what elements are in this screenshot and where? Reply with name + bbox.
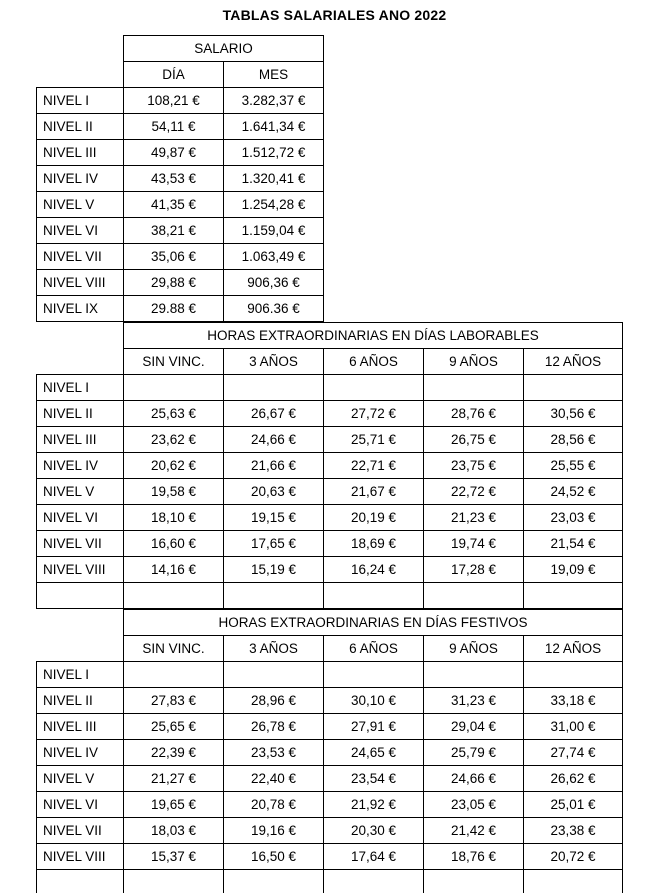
table-row: [37, 688, 623, 714]
value-cell: 29,04 €: [424, 714, 524, 740]
table-row: [37, 844, 623, 870]
salario-table-body: [37, 88, 324, 322]
column-header-dia: DÍA: [124, 62, 224, 88]
row-label-cell: NIVEL V: [37, 479, 124, 505]
row-label-cell: NIVEL VIII: [37, 844, 124, 870]
value-cell: 20,63 €: [224, 479, 324, 505]
value-cell: [124, 375, 224, 401]
festivos-table-title: HORAS EXTRAORDINARIAS EN DÍAS FESTIVOS: [124, 610, 623, 636]
value-cell: 19,09 €: [524, 557, 623, 583]
value-cell: 18,03 €: [124, 818, 224, 844]
value-cell: [224, 662, 324, 688]
value-cell: 19,15 €: [224, 505, 324, 531]
value-cell: [424, 375, 524, 401]
table-row: [37, 270, 324, 296]
value-cell: 1.159,04 €: [224, 218, 324, 244]
value-cell: 54,11 €: [124, 114, 224, 140]
value-cell: 1.063,49 €: [224, 244, 324, 270]
tables-container: [36, 35, 669, 893]
value-cell: 15,19 €: [224, 557, 324, 583]
value-cell: [324, 870, 424, 893]
row-label-cell: NIVEL V: [37, 766, 124, 792]
table-row: [37, 479, 623, 505]
row-label-cell: NIVEL I: [37, 662, 124, 688]
table-row: [37, 662, 623, 688]
value-cell: [524, 375, 623, 401]
table-row: [37, 218, 324, 244]
festivos-table-body: [37, 662, 623, 893]
value-cell: 26,67 €: [224, 401, 324, 427]
value-cell: [524, 583, 623, 609]
value-cell: 22,72 €: [424, 479, 524, 505]
value-cell: 20,30 €: [324, 818, 424, 844]
value-cell: 1.512,72 €: [224, 140, 324, 166]
value-cell: 906.36 €: [224, 296, 324, 322]
table-row: [37, 375, 623, 401]
value-cell: 25,01 €: [524, 792, 623, 818]
value-cell: 28,96 €: [224, 688, 324, 714]
row-label-cell: NIVEL II: [37, 401, 124, 427]
table-row: [37, 740, 623, 766]
value-cell: 28,56 €: [524, 427, 623, 453]
row-label-cell: NIVEL IV: [37, 740, 124, 766]
value-cell: 1.320,41 €: [224, 166, 324, 192]
row-label-cell: NIVEL V: [37, 192, 124, 218]
value-cell: 23,03 €: [524, 505, 623, 531]
table-row: [37, 166, 324, 192]
table-row: [37, 114, 324, 140]
column-header-sin-vinc: SIN VINC.: [124, 636, 224, 662]
value-cell: 24,66 €: [424, 766, 524, 792]
value-cell: 23,75 €: [424, 453, 524, 479]
value-cell: 14,16 €: [124, 557, 224, 583]
value-cell: [424, 870, 524, 893]
value-cell: 16,60 €: [124, 531, 224, 557]
value-cell: 21,67 €: [324, 479, 424, 505]
value-cell: [524, 870, 623, 893]
value-cell: 19,16 €: [224, 818, 324, 844]
column-header-3-anos: 3 AÑOS: [224, 636, 324, 662]
row-label-cell: NIVEL II: [37, 688, 124, 714]
page-title: TABLAS SALARIALES ANO 2022: [222, 7, 447, 23]
value-cell: 906,36 €: [224, 270, 324, 296]
row-label-cell: NIVEL IV: [37, 453, 124, 479]
value-cell: [324, 662, 424, 688]
value-cell: 23,38 €: [524, 818, 623, 844]
value-cell: 20,19 €: [324, 505, 424, 531]
value-cell: 21,27 €: [124, 766, 224, 792]
value-cell: 15,37 €: [124, 844, 224, 870]
value-cell: 22,40 €: [224, 766, 324, 792]
row-label-cell: [37, 583, 124, 609]
value-cell: 16,50 €: [224, 844, 324, 870]
table-row: [37, 870, 623, 893]
table-row: [37, 792, 623, 818]
column-header-sin-vinc: SIN VINC.: [124, 349, 224, 375]
value-cell: 20,78 €: [224, 792, 324, 818]
value-cell: [224, 870, 324, 893]
value-cell: 30,56 €: [524, 401, 623, 427]
row-label-cell: NIVEL VII: [37, 244, 124, 270]
table-row: [37, 453, 623, 479]
row-label-cell: NIVEL IV: [37, 166, 124, 192]
laborables-table-body: [37, 375, 623, 609]
table-row: [37, 766, 623, 792]
value-cell: 26,78 €: [224, 714, 324, 740]
value-cell: 31,00 €: [524, 714, 623, 740]
column-header-6-anos: 6 AÑOS: [324, 349, 424, 375]
value-cell: 23,62 €: [124, 427, 224, 453]
salario-table-title: SALARIO: [124, 36, 324, 62]
table-row: [37, 557, 623, 583]
row-label-cell: NIVEL VI: [37, 792, 124, 818]
value-cell: 25,79 €: [424, 740, 524, 766]
corner-spacer: [37, 610, 124, 636]
table-row: [37, 818, 623, 844]
row-label-cell: NIVEL VIII: [37, 270, 124, 296]
value-cell: 24,52 €: [524, 479, 623, 505]
value-cell: 16,24 €: [324, 557, 424, 583]
row-label-cell: NIVEL IX: [37, 296, 124, 322]
column-header-12-anos: 12 AÑOS: [524, 349, 623, 375]
value-cell: 19,65 €: [124, 792, 224, 818]
value-cell: 23,53 €: [224, 740, 324, 766]
row-label-cell: NIVEL II: [37, 114, 124, 140]
table-row: [37, 401, 623, 427]
value-cell: [224, 583, 324, 609]
value-cell: 27,83 €: [124, 688, 224, 714]
value-cell: 25,71 €: [324, 427, 424, 453]
value-cell: 21,23 €: [424, 505, 524, 531]
table-title-row: [37, 323, 623, 349]
corner-spacer: [37, 323, 124, 349]
value-cell: 17,28 €: [424, 557, 524, 583]
row-label-cell: NIVEL VI: [37, 218, 124, 244]
table-row: [37, 505, 623, 531]
row-label-cell: [37, 870, 124, 893]
value-cell: 35,06 €: [124, 244, 224, 270]
laborables-table: [36, 322, 623, 609]
column-header-3-anos: 3 AÑOS: [224, 349, 324, 375]
value-cell: [124, 662, 224, 688]
table-row: [37, 583, 623, 609]
column-header-9-anos: 9 AÑOS: [424, 349, 524, 375]
table-columns-row: [37, 349, 623, 375]
value-cell: [424, 662, 524, 688]
value-cell: 23,05 €: [424, 792, 524, 818]
value-cell: 22,71 €: [324, 453, 424, 479]
table-row: [37, 140, 324, 166]
value-cell: 41,35 €: [124, 192, 224, 218]
row-label-cell: NIVEL I: [37, 375, 124, 401]
value-cell: 26,62 €: [524, 766, 623, 792]
table-row: [37, 244, 324, 270]
value-cell: 1.641,34 €: [224, 114, 324, 140]
value-cell: 27,72 €: [324, 401, 424, 427]
corner-spacer: [37, 36, 124, 62]
value-cell: 20,62 €: [124, 453, 224, 479]
value-cell: [524, 662, 623, 688]
value-cell: 28,76 €: [424, 401, 524, 427]
table-row: [37, 427, 623, 453]
column-header-6-anos: 6 AÑOS: [324, 636, 424, 662]
value-cell: 19,58 €: [124, 479, 224, 505]
value-cell: 18,76 €: [424, 844, 524, 870]
row-label-cell: NIVEL I: [37, 88, 124, 114]
festivos-table: [36, 609, 623, 893]
value-cell: 25,63 €: [124, 401, 224, 427]
table-row: [37, 531, 623, 557]
column-header-mes: MES: [224, 62, 324, 88]
table-row: [37, 192, 324, 218]
value-cell: 29,88 €: [124, 270, 224, 296]
value-cell: [424, 583, 524, 609]
row-label-cell: NIVEL III: [37, 714, 124, 740]
value-cell: [324, 583, 424, 609]
value-cell: [124, 583, 224, 609]
value-cell: 21,42 €: [424, 818, 524, 844]
row-label-cell: NIVEL VIII: [37, 557, 124, 583]
value-cell: 21,92 €: [324, 792, 424, 818]
table-row: [37, 88, 324, 114]
value-cell: 17,64 €: [324, 844, 424, 870]
value-cell: 38,21 €: [124, 218, 224, 244]
corner-spacer: [37, 349, 124, 375]
table-columns-row: [37, 62, 324, 88]
value-cell: 23,54 €: [324, 766, 424, 792]
value-cell: 26,75 €: [424, 427, 524, 453]
value-cell: 30,10 €: [324, 688, 424, 714]
value-cell: 18,69 €: [324, 531, 424, 557]
column-header-9-anos: 9 AÑOS: [424, 636, 524, 662]
value-cell: 21,54 €: [524, 531, 623, 557]
row-label-cell: NIVEL VII: [37, 818, 124, 844]
row-label-cell: NIVEL VI: [37, 505, 124, 531]
value-cell: 19,74 €: [424, 531, 524, 557]
value-cell: 31,23 €: [424, 688, 524, 714]
value-cell: 27,74 €: [524, 740, 623, 766]
value-cell: 27,91 €: [324, 714, 424, 740]
value-cell: 43,53 €: [124, 166, 224, 192]
value-cell: 17,65 €: [224, 531, 324, 557]
value-cell: 22,39 €: [124, 740, 224, 766]
value-cell: 29.88 €: [124, 296, 224, 322]
value-cell: [124, 870, 224, 893]
value-cell: [224, 375, 324, 401]
column-header-12-anos: 12 AÑOS: [524, 636, 623, 662]
row-label-cell: NIVEL III: [37, 140, 124, 166]
value-cell: 18,10 €: [124, 505, 224, 531]
table-title-row: [37, 610, 623, 636]
table-row: [37, 714, 623, 740]
value-cell: 25,65 €: [124, 714, 224, 740]
row-label-cell: NIVEL VII: [37, 531, 124, 557]
value-cell: 49,87 €: [124, 140, 224, 166]
value-cell: 1.254,28 €: [224, 192, 324, 218]
value-cell: 3.282,37 €: [224, 88, 324, 114]
value-cell: 108,21 €: [124, 88, 224, 114]
value-cell: 24,66 €: [224, 427, 324, 453]
value-cell: 33,18 €: [524, 688, 623, 714]
corner-spacer: [37, 62, 124, 88]
value-cell: 24,65 €: [324, 740, 424, 766]
table-title-row: [37, 36, 324, 62]
corner-spacer: [37, 636, 124, 662]
table-columns-row: [37, 636, 623, 662]
value-cell: 25,55 €: [524, 453, 623, 479]
value-cell: 21,66 €: [224, 453, 324, 479]
laborables-table-title: HORAS EXTRAORDINARIAS EN DÍAS LABORABLES: [124, 323, 623, 349]
salario-table: [36, 35, 324, 322]
value-cell: [324, 375, 424, 401]
row-label-cell: NIVEL III: [37, 427, 124, 453]
value-cell: 20,72 €: [524, 844, 623, 870]
table-row: [37, 296, 324, 322]
